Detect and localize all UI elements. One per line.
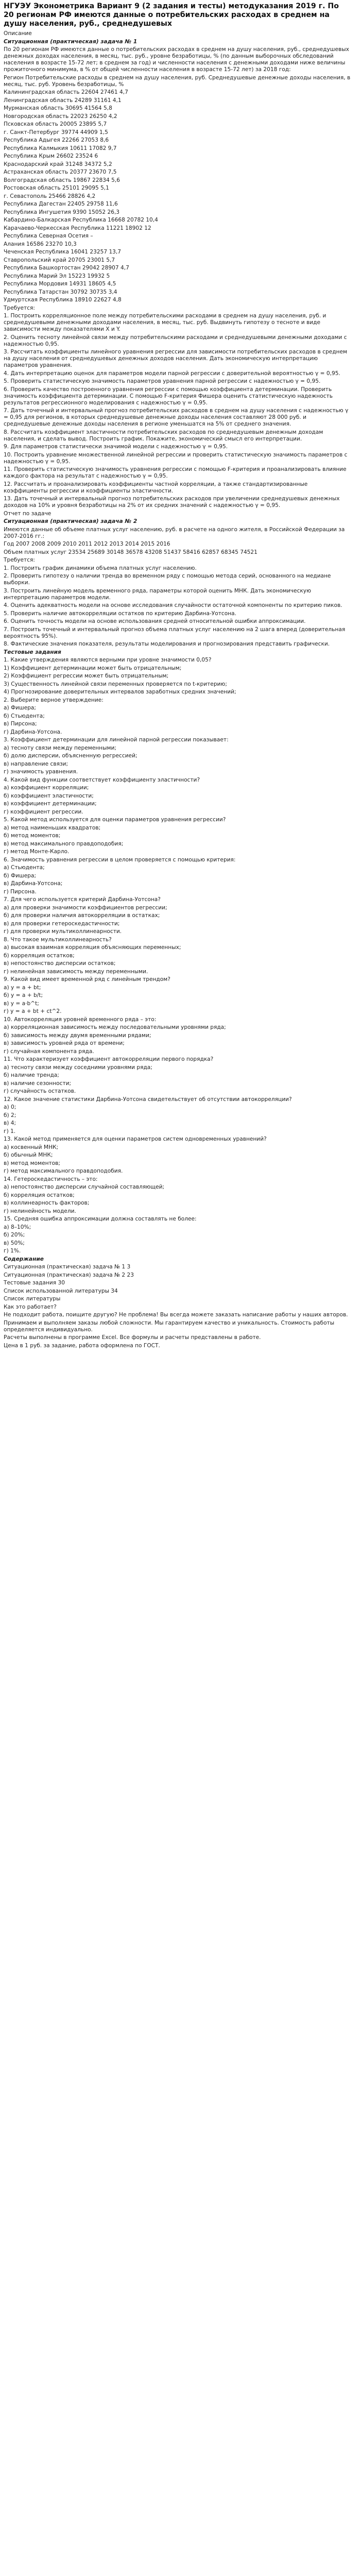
paragraph: Не подходит работа, поищите другую? Не проблема! Вы всегда можете заказать написание работы у наших авторов. — [4, 1312, 348, 1318]
paragraph: 5. Какой метод используется для оценки параметров уравнения регрессии? — [4, 817, 226, 823]
paragraph: 6. Проверить качество построенного уравнения регрессии с помощью коэффициента детерминации. Проверить значимость коэффициента детерминации. С помощью F-критерия Фишера оценить статистическую надежность результатов регрессионного моделирования с надежностью γ = 0,95. — [4, 386, 333, 406]
paragraph: Отчет по задаче — [4, 510, 51, 517]
paragraph: г) коэффициент регрессии. — [4, 808, 83, 815]
paragraph: в) для проверки гетероскедастичности; — [4, 920, 120, 927]
paragraph: 7. Построить точечный и интервальный прогноз объема платных услуг населению на 2 шага вперед (доверительная вероятность 95%). — [4, 626, 346, 639]
section-heading: Содержание — [4, 1256, 44, 1262]
paragraph: Ставропольский край 20705 23001 5,7 — [4, 257, 115, 263]
paragraph: г) метод Монте-Карло. — [4, 849, 70, 855]
paragraph: Удмуртская Республика 18910 22627 4,8 — [4, 297, 122, 303]
paragraph: а) y = a + bt; — [4, 984, 41, 991]
paragraph: а) непостоянство дисперсии случайной составляющей; — [4, 1184, 165, 1190]
paragraph: а) коэффициент корреляции; — [4, 785, 89, 791]
paragraph: 2. Оценить тесноту линейной связи между потребительскими расходами и среднедушевыми денежными доходами с надежностью 0,95. — [4, 334, 347, 347]
paragraph: Краснодарский край 31248 34372 5,2 — [4, 161, 112, 167]
paragraph: Цена в 1 руб. за задание, работа оформлена по ГОСТ. — [4, 1342, 160, 1349]
paragraph: 4. Дать интерпретацию оценок для параметров модели парной регрессии с доверительной вероятностью γ = 0,95. — [4, 370, 340, 377]
paragraph: в) непостоянство дисперсии остатков; — [4, 960, 116, 967]
paragraph: б) обычный МНК; — [4, 1152, 53, 1158]
paragraph: Республика Татарстан 30792 30735 3,4 — [4, 289, 117, 295]
paragraph: 7. Дать точечный и интервальный прогноз потребительских расходов в среднем на душу населения с надежностью γ = 0,95 для регионов, в которых среднедушевые денежные доходы населения составляют 28 000 руб. и среднедушевые денежные доходы населения в регионе уменьшатся на 5% от среднего значения. — [4, 408, 349, 427]
paragraph: 13. Дать точечный и интервальный прогноз потребительских расходов при увеличении среднедушевых денежных доходов на 10% и уровня безработицы на 2% от их средних значений с надежностью γ = 0,95. — [4, 496, 340, 509]
paragraph: 6. Значимость уравнения регрессии в целом проверяется с помощью критерия: — [4, 856, 236, 863]
section-heading: Ситуационная (практическая) задача № 1 — [4, 38, 137, 45]
paragraph: Республика Мордовия 14931 18605 4,5 — [4, 281, 116, 287]
paragraph: Описание — [4, 30, 32, 37]
paragraph: а) тесноту связи между переменными; — [4, 744, 116, 751]
paragraph: 11. Что характеризует коэффициент автокорреляции первого порядка? — [4, 1056, 214, 1062]
paragraph: 6. Оценить точность модели на основе использования средней относительной ошибки аппроксимации. — [4, 618, 306, 624]
paragraph: Требуется: — [4, 557, 35, 563]
paragraph: Объем платных услуг 23534 25689 30148 36578 43208 51437 58416 62857 68345 74521 — [4, 549, 257, 555]
paragraph: Волгоградская область 19867 22834 5,6 — [4, 177, 120, 183]
paragraph: Республика Адыгея 22266 27053 8,6 — [4, 137, 109, 143]
paragraph: 13. Какой метод применяется для оценки параметров систем одновременных уравнений? — [4, 1136, 267, 1142]
paragraph: Новгородская область 22023 26250 4,2 — [4, 113, 117, 120]
paragraph: а) 0; — [4, 1104, 16, 1110]
paragraph: Калининградская область 22604 27461 4,7 — [4, 89, 128, 95]
paragraph: в) направление связи; — [4, 760, 68, 767]
paragraph: 2. Выберите верное утверждение: — [4, 697, 104, 703]
document-body — [4, 30, 351, 1349]
paragraph: а) 8–10%; — [4, 1224, 31, 1230]
paragraph: 3. Построить линейную модель временного ряда, параметры которой оценить МНК. Дать экономическую интерпретацию параметров модели. — [4, 587, 311, 601]
paragraph: Астраханская область 20377 23670 7,5 — [4, 169, 117, 175]
paragraph: Чеченская Республика 16041 23257 13,7 — [4, 249, 122, 255]
paragraph: Список использованной литературы 34 — [4, 1287, 118, 1294]
paragraph: 11. Проверить статистическую значимость уравнения регрессии с помощью F-критерия и проанализировать влияние каждого фактора на результат с надежностью γ = 0,95. — [4, 466, 347, 479]
paragraph: г. Севастополь 25466 28826 4,2 — [4, 193, 96, 199]
paragraph: г) нелинейность модели. — [4, 1208, 76, 1214]
paragraph: в) Пирсона; — [4, 721, 37, 727]
paragraph: Имеются данные об объеме платных услуг населению, руб. в расчете на одного жителя, в Российской Федерации за 2007-2016 гг.: — [4, 526, 345, 539]
paragraph: 7. Для чего используется критерий Дарбина-Уотсона? — [4, 896, 161, 903]
paragraph: Расчеты выполнены в программе Excel. Все формулы и расчеты представлены в работе. — [4, 1334, 261, 1341]
paragraph: в) зависимость уровней ряда от времени; — [4, 1040, 125, 1046]
paragraph: г) Пирсона. — [4, 888, 37, 895]
paragraph: г) 1. — [4, 1128, 16, 1134]
paragraph: Алания 16586 23270 10,3 — [4, 241, 77, 247]
paragraph: 2. Проверить гипотезу о наличии тренда во временном ряду с помощью метода серий, основанного на медиане выборки. — [4, 573, 331, 586]
section-heading: Ситуационная (практическая) задача № 2 — [4, 518, 137, 524]
paragraph: в) 50%; — [4, 1240, 25, 1246]
paragraph: Республика Северная Осетия – — [4, 233, 93, 239]
paragraph: 10. Построить уравнение множественной линейной регрессии и проверить статистическую значимость параметров с надежностью γ = 0,95. — [4, 451, 348, 465]
paragraph: Кабардино-Балкарская Республика 16668 20782 10,4 — [4, 217, 158, 223]
paragraph: б) зависимость между двумя временными рядами; — [4, 1032, 151, 1039]
paragraph: 9. Для параметров статистически значимой модели с надежностью γ = 0,95. — [4, 444, 228, 450]
paragraph: в) Дарбина-Уотсона; — [4, 880, 63, 887]
paragraph: Год 2007 2008 2009 2010 2011 2012 2013 2014 2015 2016 — [4, 541, 170, 547]
paragraph: 1) Коэффициент детерминации может быть отрицательным; — [4, 665, 182, 671]
paragraph: 9. Какой вид имеет временной ряд с линейным трендом? — [4, 976, 170, 982]
paragraph: г) метод максимального правдоподобия. — [4, 1168, 123, 1174]
paragraph: 15. Средняя ошибка аппроксимации должна составлять не более: — [4, 1216, 197, 1222]
paragraph: б) метод моментов; — [4, 833, 61, 839]
paragraph: 4) Прогнозирование доверительных интервалов заработных средних значений; — [4, 689, 236, 695]
paragraph: Ленинградская область 24289 31161 4,1 — [4, 97, 122, 104]
paragraph: а) Стьюдента; — [4, 865, 45, 871]
section-heading: Тестовые задания — [4, 649, 61, 655]
paragraph: в) метод моментов; — [4, 1160, 60, 1166]
document-title: НГУЭУ Эконометрика Вариант 9 (2 задания и тесты) методуказания 2019 г. По 20 регионам РФ имеются данные о потребительских расходах в среднем на душу населения, руб., среднедушевых — [4, 2, 339, 28]
paragraph: Псковская область 20005 23895 5,7 — [4, 121, 107, 127]
paragraph: 5. Проверить статистическую значимость параметров уравнения парной регрессии с надежностью γ = 0,95. — [4, 378, 321, 384]
paragraph: 4. Какой вид функции соответствует коэффициенту эластичности? — [4, 776, 200, 783]
paragraph: а) высокая взаимная корреляция объясняющих переменных; — [4, 944, 181, 951]
paragraph: б) y = a + b/t; — [4, 992, 43, 998]
paragraph: 10. Автокорреляция уровней временного ряда – это: — [4, 1016, 157, 1023]
paragraph: Требуется: — [4, 304, 35, 311]
paragraph: 8. Рассчитать коэффициент эластичности потребительских расходов по среднедушевым денежным доходам населения, и сделать вывод. Построить график. Покажите, экономический смысл его интерпретации. — [4, 429, 323, 442]
paragraph: Республика Ингушетия 9390 15052 26,3 — [4, 209, 120, 215]
paragraph: 12. Рассчитать и проанализировать коэффициенты частной корреляции, а также стандартизированные коэффициенты регрессии и коэффициенты эластичности. — [4, 481, 308, 494]
paragraph: б) Фишера; — [4, 872, 37, 879]
paragraph: 8. Фактические значения показателя, результаты моделирования и прогнозирования представить графически. — [4, 641, 330, 647]
paragraph: 5. Проверить наличие автокорреляции остатков по критерию Дарбина-Уотсона. — [4, 610, 236, 617]
paragraph: г) случайность остатков. — [4, 1088, 76, 1094]
paragraph: Ростовская область 25101 29095 5,1 — [4, 185, 109, 191]
paragraph: Карачаево-Черкесская Республика 11221 18902 12 — [4, 225, 151, 231]
paragraph: в) коллинеарность факторов; — [4, 1200, 90, 1206]
paragraph: 1. Построить корреляционное поле между потребительскими расходами в среднем на душу населения, руб. и среднедушевыми денежными доходами населения, в месяц, тыс. руб. Выдвинуть гипотезу о тесноте и виде зависимости между показателями X и Y. — [4, 313, 326, 332]
paragraph: в) коэффициент детерминации; — [4, 801, 97, 807]
paragraph: 12. Какое значение статистики Дарбина-Уотсона свидетельствует об отсутствии автокорреляции? — [4, 1096, 292, 1103]
paragraph: г) случайная компонента ряда. — [4, 1048, 94, 1055]
paragraph: 2) Коэффициент регрессии может быть отрицательным; — [4, 673, 169, 679]
paragraph: б) долю дисперсии, объясненную регрессией; — [4, 753, 137, 759]
paragraph: а) корреляционная зависимость между последовательными уровнями ряда; — [4, 1024, 226, 1030]
paragraph: б) корреляция остатков; — [4, 952, 75, 959]
paragraph: Тестовые задания 30 — [4, 1280, 65, 1286]
paragraph: Регион Потребительские расходы в среднем на душу населения, руб. Среднедушевые денежные доходы населения, в месяц, тыс. руб. Уровень безработицы, % — [4, 74, 351, 88]
paragraph: Мурманская область 30695 41564 5,8 — [4, 105, 112, 111]
paragraph: б) наличие тренда; — [4, 1072, 59, 1078]
paragraph: а) Фишера; — [4, 705, 36, 711]
paragraph: б) 20%; — [4, 1232, 25, 1238]
paragraph: г) для проверки мультиколлинеарности. — [4, 928, 122, 935]
paragraph: 14. Гетероскедастичность – это: — [4, 1176, 98, 1182]
paragraph: Республика Марий Эл 15223 19932 5 — [4, 273, 110, 279]
paragraph: 8. Что такое мультиколлинеарность? — [4, 936, 112, 943]
paragraph: Ситуационная (практическая) задача № 2 23 — [4, 1272, 134, 1278]
paragraph: в) метод максимального правдоподобия; — [4, 840, 124, 847]
paragraph: б) 2; — [4, 1112, 16, 1118]
paragraph: Как это работает? — [4, 1303, 57, 1310]
paragraph: Список литературы — [4, 1296, 61, 1302]
paragraph: а) косвенный МНК; — [4, 1144, 59, 1150]
paragraph: 4. Оценить адекватность модели на основе исследования случайности остаточной компоненты по критерию пиков. — [4, 602, 342, 608]
paragraph: 3. Рассчитать коэффициенты линейного уравнения регрессии для зависимости потребительских расходов в среднем на душу населения от среднедушевых денежных доходов населения. Дать экономическую интерпретацию параметров уравнения. — [4, 349, 347, 368]
paragraph: б) корреляция остатков; — [4, 1192, 75, 1198]
paragraph: Республика Дагестан 22405 29758 11,6 — [4, 201, 118, 207]
paragraph: б) для проверки наличия автокорреляции в остатках; — [4, 912, 160, 919]
paragraph: б) коэффициент эластичности; — [4, 792, 94, 799]
paragraph: г. Санкт-Петербург 39774 44909 1,5 — [4, 129, 108, 135]
paragraph: г) значимость уравнения. — [4, 769, 78, 775]
paragraph: 3. Коэффициент детерминации для линейной парной регрессии показывает: — [4, 737, 229, 743]
paragraph: Принимаем и выполняем заказы любой сложности. Мы гарантируем качество и уникальность. Стоимость работы определяется индивидуально. — [4, 1319, 335, 1333]
paragraph: в) наличие сезонности; — [4, 1080, 72, 1087]
paragraph: Ситуационная (практическая) задача № 1 3 — [4, 1264, 131, 1270]
paragraph: б) Стьюдента; — [4, 713, 45, 719]
paragraph: в) y = a·b^t; — [4, 1000, 39, 1007]
paragraph: г) нелинейная зависимость между переменными. — [4, 968, 148, 975]
paragraph: в) 4; — [4, 1120, 16, 1126]
paragraph: 3) Существенность линейной связи переменных проверяется по t-критерию; — [4, 681, 227, 687]
paragraph: а) метод наименьших квадратов; — [4, 824, 101, 831]
paragraph: 1. Какие утверждения являются верными при уровне значимости 0,05? — [4, 657, 212, 663]
paragraph: Республика Башкортостан 29042 28907 4,7 — [4, 265, 129, 271]
paragraph: г) Дарбина-Уотсона. — [4, 728, 62, 735]
paragraph: По 20 регионам РФ имеются данные о потребительских расходах в среднем на душу населения, руб., среднедушевых денежных доходах населения, в месяц, тыс. руб., уровне безработицы, % (по данным выборочных обследований населения в возрасте 15-72 лет; в среднем за год) и численности населения с денежными доходами ниже величины прожиточного минимума, в % от общей численности населения в возрасте 15-72 лет) за 2018 год: — [4, 46, 349, 73]
paragraph: а) тесноту связи между соседними уровнями ряда; — [4, 1064, 152, 1071]
paragraph: г) y = a + bt + ct^2. — [4, 1008, 62, 1014]
paragraph: Республика Крым 26602 23524 6 — [4, 153, 98, 159]
paragraph: Республика Калмыкия 10611 17082 9,7 — [4, 145, 117, 151]
paragraph: а) для проверки значимости коэффициентов регрессии; — [4, 904, 167, 911]
paragraph: 1. Построить график динамики объема платных услуг населению. — [4, 565, 197, 571]
paragraph: г) 1%. — [4, 1248, 21, 1254]
